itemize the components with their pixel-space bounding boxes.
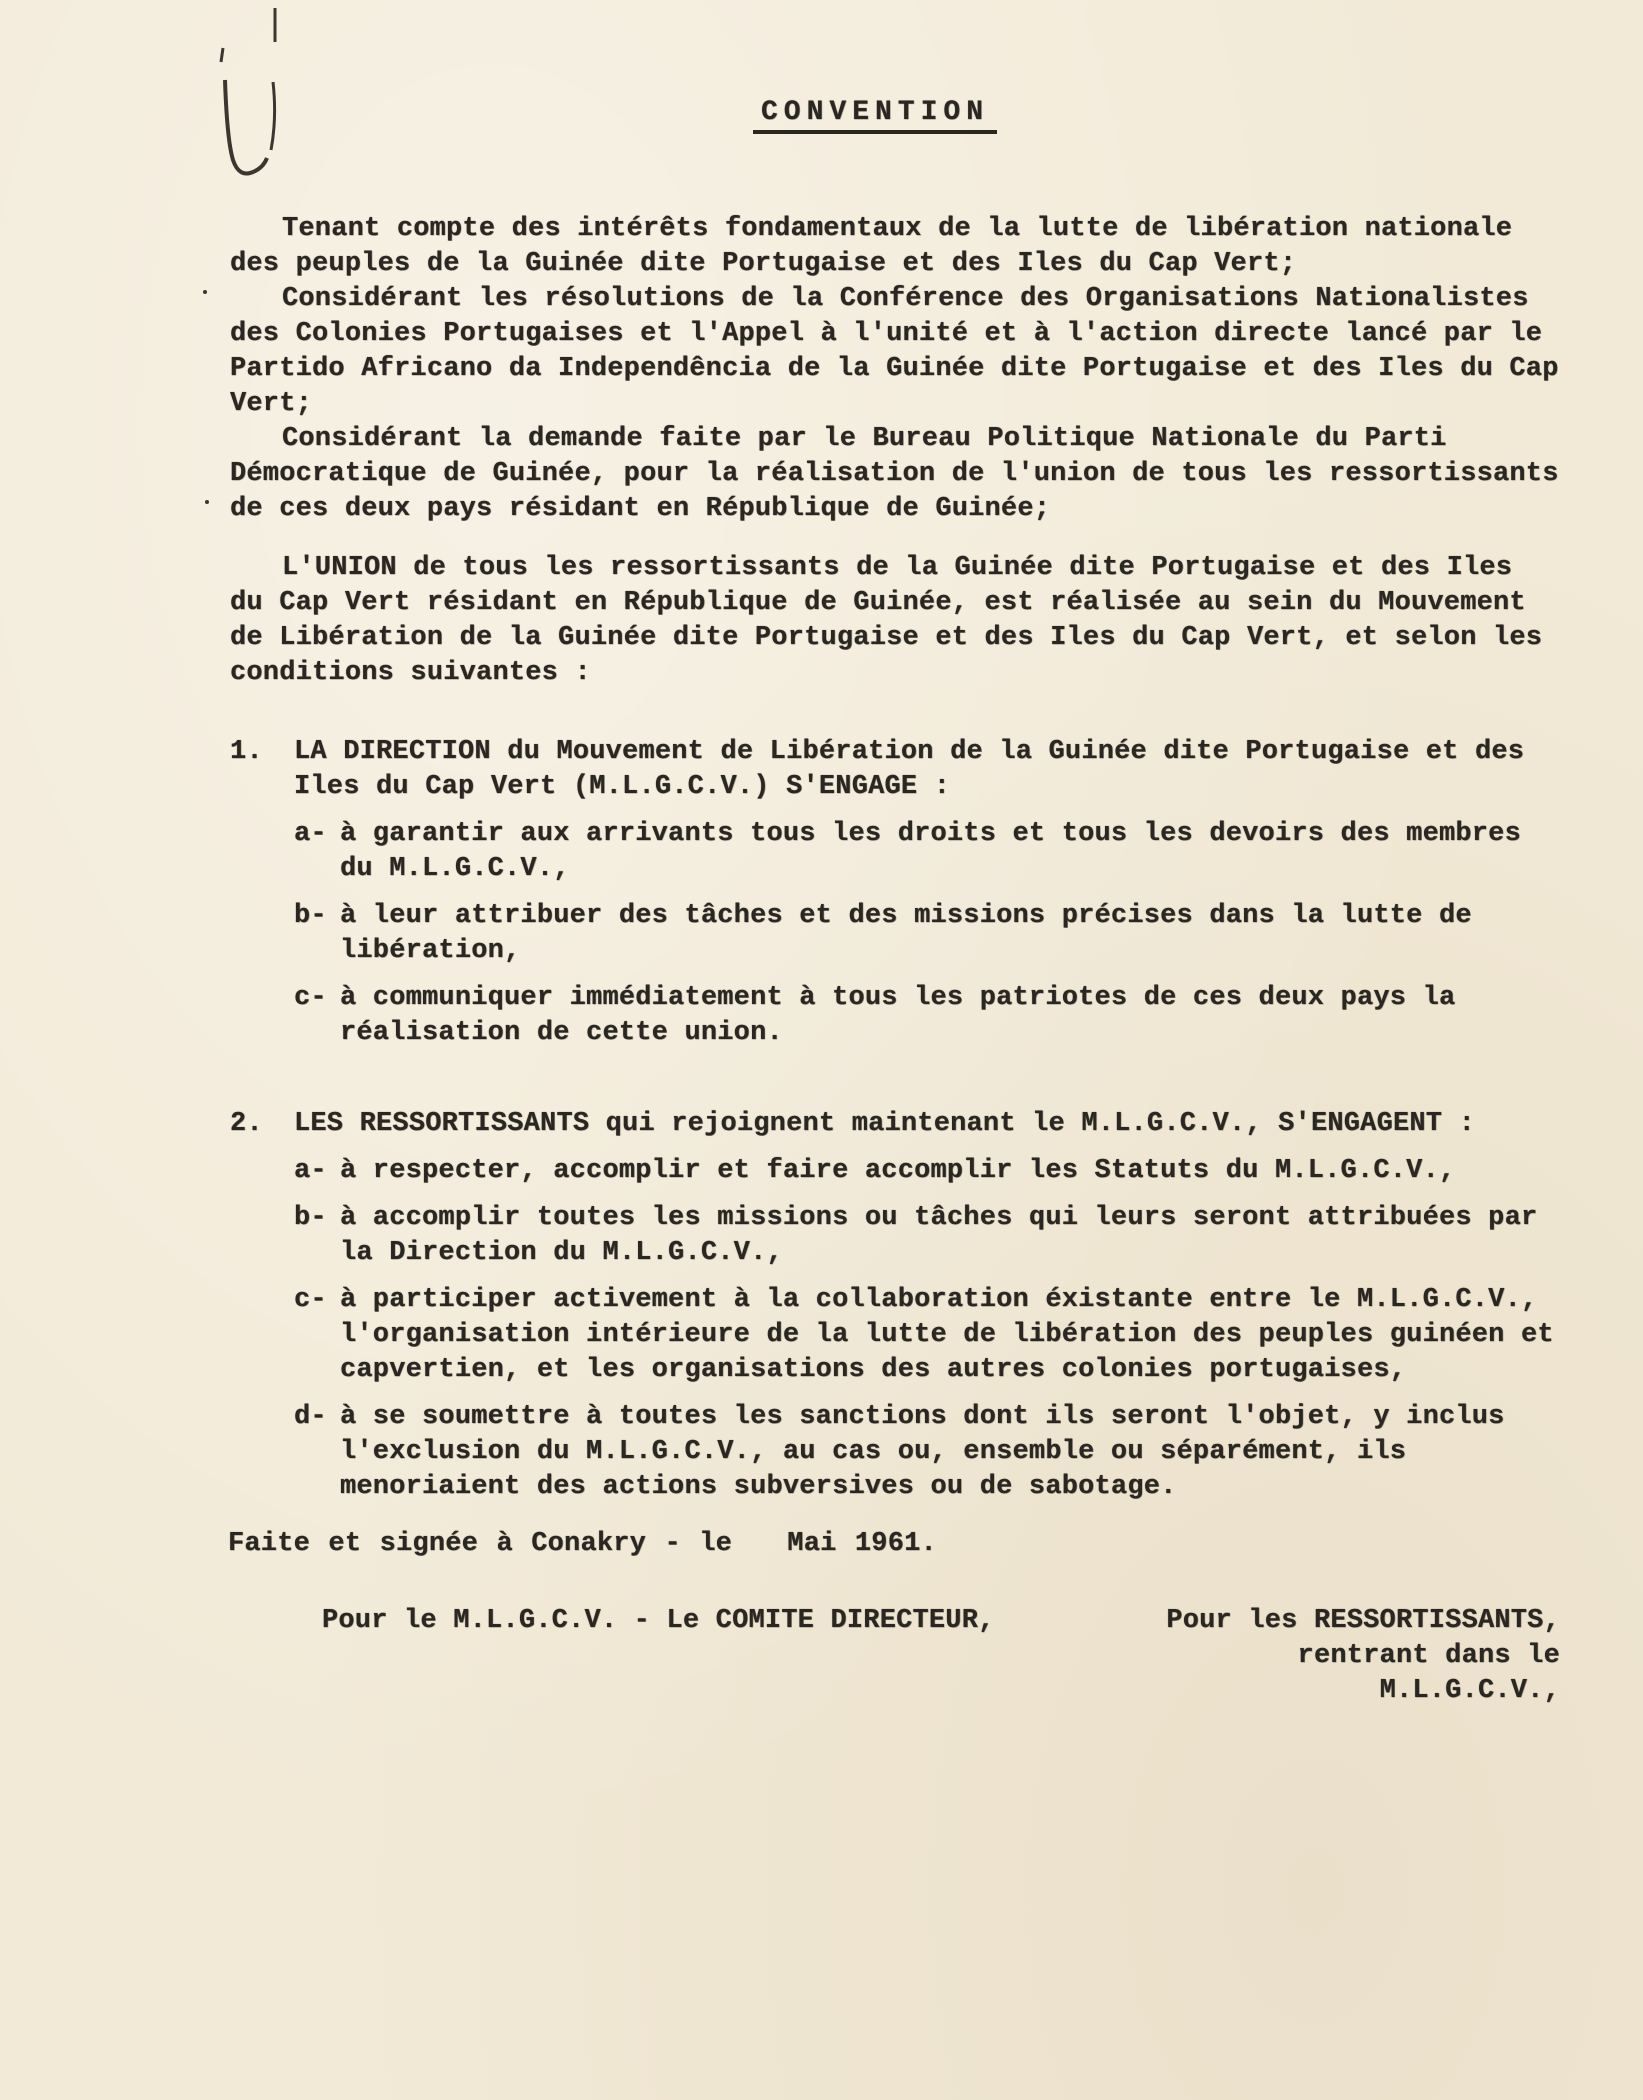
item-letter: b- xyxy=(294,1203,327,1233)
preamble-paragraph-2: Considérant les résolutions de la Conférence des Organisations Nationalistes des Colonies Portugaises et l'Appel à l'unité et à l'action directe lancé par le Partido Africano da Independência de la Guinée dite Portugaise et des Iles du Cap Vert; xyxy=(230,284,1559,419)
section-heading-text: LA DIRECTION du Mouvement de Libération de la Guinée dite Portugaise et des Iles du Cap Vert (M.L.G.C.V.) S'ENGAGE : xyxy=(294,737,1525,802)
section-2 xyxy=(230,1107,1560,1505)
list-item xyxy=(294,817,1560,887)
list-item xyxy=(294,899,1560,969)
section-1-heading xyxy=(230,735,1560,805)
preamble-paragraph-1: Tenant compte des intérêts fondamentaux de la lutte de libération nationale des peuples de la Guinée dite Portugaise et des Iles du Cap Vert; xyxy=(230,214,1513,279)
section-heading-text: LES RESSORTISSANTS qui rejoignent maintenant le M.L.G.C.V., S'ENGAGENT : xyxy=(294,1109,1475,1139)
title-text: CONVENTION xyxy=(753,97,997,134)
preamble-paragraph-3: Considérant la demande faite par le Bureau Politique Nationale du Parti Démocratique de Guinée, pour la réalisation de l'union de tous les ressortissants de ces deux pays résidant en République de Guinée; xyxy=(230,424,1559,524)
item-text: à communiquer immédiatement à tous les patriotes de ces deux pays la réalisation de cette union. xyxy=(340,983,1456,1048)
item-text: à participer activement à la collaboration éxistante entre le M.L.G.C.V., l'organisation intérieure de la lutte de libération des peuples guinéen et capvertien, et les organisations des autres colonies portugaises, xyxy=(340,1285,1554,1385)
item-text: à se soumettre à toutes les sanctions dont ils seront l'objet, y inclus l'exclusion du M.L.G.C.V., au cas ou, ensemble ou séparément, ils menoriaient des actions subversives ou de sabotage. xyxy=(340,1402,1505,1502)
item-letter: d- xyxy=(294,1402,327,1432)
signature-right: Pour les RESSORTISSANTS, rentrant dans le M.L.G.C.V., xyxy=(1166,1606,1560,1706)
item-letter: a- xyxy=(294,819,327,849)
ink-speck xyxy=(205,500,209,504)
ink-speck xyxy=(203,290,207,294)
signed-line: Faite et signée à Conakry - le Mai 1961. xyxy=(228,1529,937,1559)
list-item xyxy=(294,981,1560,1051)
section-2-heading xyxy=(230,1107,1560,1142)
item-letter: b- xyxy=(294,901,327,931)
list-item xyxy=(294,1201,1560,1271)
item-text: à leur attribuer des tâches et des missions précises dans la lutte de libération, xyxy=(340,901,1472,966)
document-title xyxy=(190,95,1560,130)
section-1 xyxy=(230,735,1560,1051)
section-number: 1. xyxy=(230,737,263,767)
item-letter: c- xyxy=(294,983,327,1013)
document-body xyxy=(230,95,1560,1709)
item-text: à respecter, accomplir et faire accomplir les Statuts du M.L.G.C.V., xyxy=(340,1156,1456,1186)
item-letter: c- xyxy=(294,1285,327,1315)
item-letter: a- xyxy=(294,1156,327,1186)
section-number: 2. xyxy=(230,1109,263,1139)
list-item xyxy=(294,1283,1560,1388)
list-item xyxy=(294,1400,1560,1505)
list-item xyxy=(294,1154,1560,1189)
item-text: à garantir aux arrivants tous les droits et tous les devoirs des membres du M.L.G.C.V., xyxy=(340,819,1521,884)
signature-left: Pour le M.L.G.C.V. - Le COMITE DIRECTEUR, xyxy=(322,1606,995,1636)
item-text: à accomplir toutes les missions ou tâches qui leurs seront attribuées par la Direction du M.L.G.C.V., xyxy=(340,1203,1538,1268)
union-paragraph: L'UNION de tous les ressortissants de la Guinée dite Portugaise et des Iles du Cap Vert résidant en République de Guinée, est réalisée au sein du Mouvement de Libération de la Guinée dite Portugaise et des Iles du Cap Vert, et selon les conditions suivantes : xyxy=(230,553,1543,688)
signature-block xyxy=(230,1604,1560,1709)
